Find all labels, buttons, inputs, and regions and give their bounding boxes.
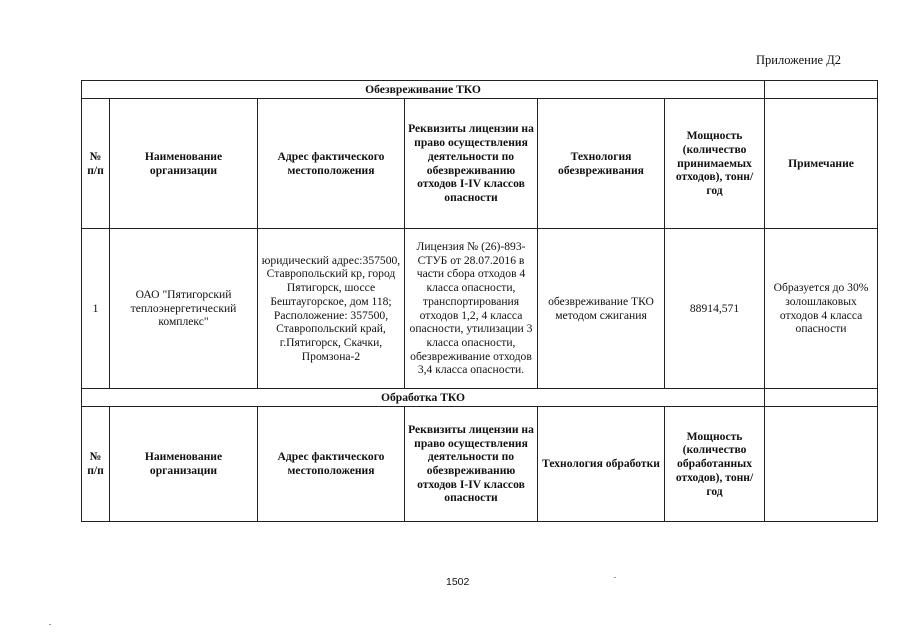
scan-speck	[49, 624, 51, 625]
row-license: Лицензия № (26)-893-СТУБ от 28.07.2016 в части сбора отходов 4 класса опасности, транспортирования отходов 1,2, 4 класса опасности, утилизации 3 класса опасности, обезвреживание отходов 3,4 класса опасности.	[405, 229, 538, 389]
table-row	[82, 229, 878, 389]
header-address: Адрес фактического местоположения	[258, 99, 405, 229]
appendix-label: Приложение Д2	[756, 53, 841, 67]
header-note: Примечание	[765, 99, 878, 229]
table-header-row	[82, 99, 878, 229]
scan-speck	[614, 577, 616, 578]
header-note-empty	[765, 407, 878, 522]
header-number: № п/п	[82, 99, 110, 229]
page-number: 1502	[446, 576, 470, 588]
header-address: Адрес фактического местоположения	[258, 407, 405, 522]
header-technology: Технология обработки	[538, 407, 665, 522]
waste-facilities-table	[81, 80, 878, 522]
section-title-neutralization: Обезвреживание ТКО	[82, 81, 765, 99]
header-capacity: Мощность (количество обработанных отходов), тонн/год	[665, 407, 765, 522]
section-title-processing: Обработка ТКО	[82, 389, 765, 407]
section-title-blank-cell	[765, 81, 878, 99]
header-license: Реквизиты лицензии на право осуществления деятельности по обезвреживанию отходов I-IV классов опасности	[405, 99, 538, 229]
row-note: Образуется до 30% золошлаковых отходов 4 класса опасности	[765, 229, 878, 389]
section-header-processing	[82, 389, 878, 407]
header-number: № п/п	[82, 407, 110, 522]
row-technology: обезвреживание ТКО методом сжигания	[538, 229, 665, 389]
row-capacity: 88914,571	[665, 229, 765, 389]
header-technology: Технология обезвреживания	[538, 99, 665, 229]
header-organization: Наименование организации	[110, 99, 258, 229]
header-license: Реквизиты лицензии на право осуществления деятельности по обезвреживанию отходов I-IV классов опасности	[405, 407, 538, 522]
row-number: 1	[82, 229, 110, 389]
section-title-blank-cell	[765, 389, 878, 407]
section-header-neutralization	[82, 81, 878, 99]
header-capacity: Мощность (количество принимаемых отходов), тонн/год	[665, 99, 765, 229]
row-address: юридический адрес:357500, Ставропольский кр, город Пятигорск, шоссе Бештаугорское, дом 118; Расположение: 357500, Ставропольский край, г.Пятигорск, Скачки, Промзона-2	[258, 229, 405, 389]
row-organization: ОАО "Пятигорский теплоэнергетический комплекс"	[110, 229, 258, 389]
table-header-row	[82, 407, 878, 522]
header-organization: Наименование организации	[110, 407, 258, 522]
